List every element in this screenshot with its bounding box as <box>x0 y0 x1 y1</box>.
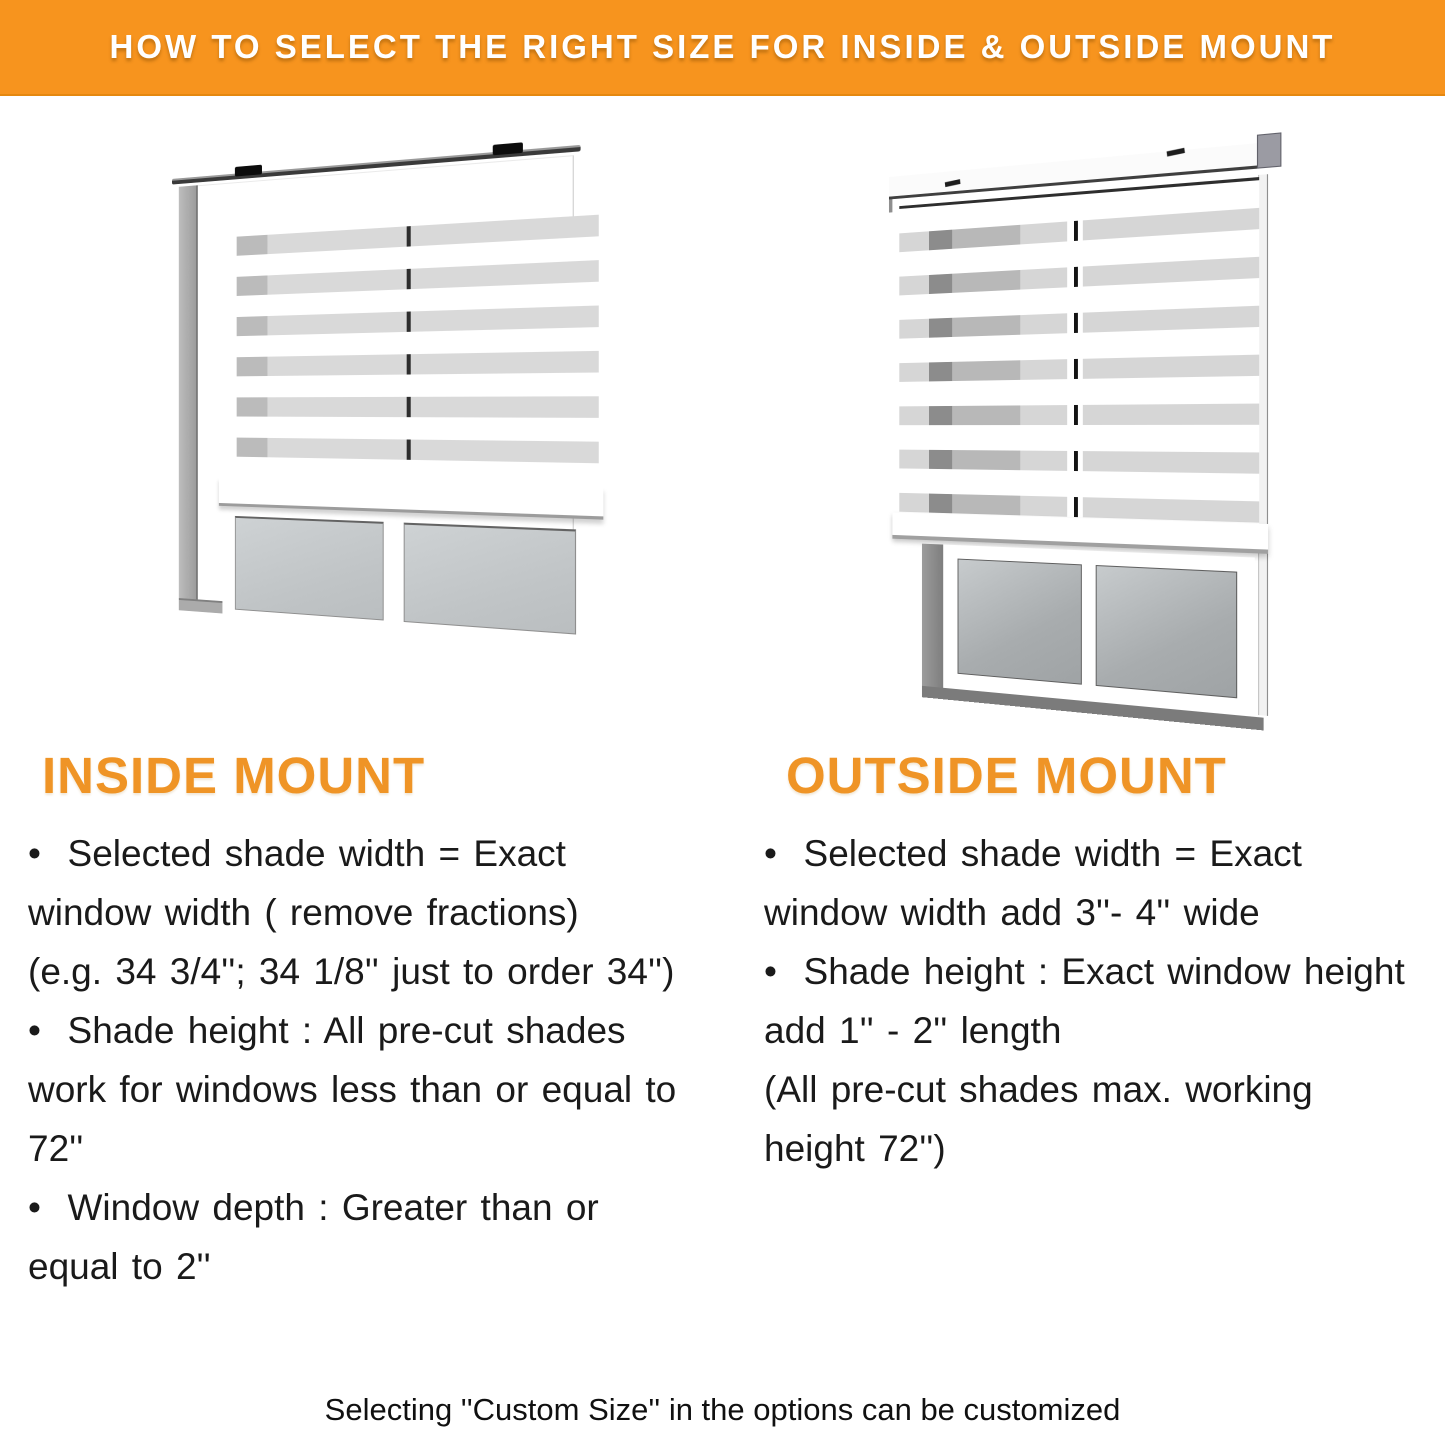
window-glass-right <box>404 523 576 635</box>
outside-mount-illustration <box>889 123 1286 732</box>
blind-cord-gap <box>407 226 411 482</box>
zebra-blind-stripes <box>899 177 1259 524</box>
outside-mount-spec-list <box>764 824 1405 1178</box>
window-glass-left <box>958 559 1082 685</box>
spec-line: height 72'') <box>764 1128 946 1169</box>
spec-line: • Selected shade width = Exact <box>28 833 566 874</box>
inside-mount-illustration <box>179 129 574 682</box>
spec-line: (All pre-cut shades max. working <box>764 1069 1313 1110</box>
inside-mount-spec-list <box>28 824 676 1296</box>
spec-line: • Selected shade width = Exact <box>764 833 1302 874</box>
spec-line: add 1'' - 2'' length <box>764 1010 1062 1051</box>
spec-line: • Window depth : Greater than or <box>28 1187 599 1228</box>
spec-line: • Shade height : Exact window height <box>764 951 1405 992</box>
spec-line: • Shade height : All pre-cut shades <box>28 1010 626 1051</box>
window-opening <box>198 155 574 626</box>
blind-left-edge <box>224 237 236 478</box>
outside-mount-heading: OUTSIDE MOUNT <box>786 747 1227 804</box>
plate-end-bracket <box>889 199 892 212</box>
spec-line: 72'' <box>28 1128 84 1169</box>
inside-mount-heading: INSIDE MOUNT <box>42 747 426 804</box>
spec-line: window width add 3''- 4'' wide <box>764 892 1260 933</box>
custom-size-note: Selecting ''Custom Size'' in the options can be customized <box>324 1392 1121 1427</box>
window-glass-left <box>235 516 384 621</box>
window-glass-right <box>1096 565 1238 698</box>
banner-title: HOW TO SELECT THE RIGHT SIZE FOR INSIDE & OUTSIDE MOUNT <box>109 28 1336 65</box>
window-frame-side <box>922 544 943 688</box>
lower-window <box>222 515 594 653</box>
window-frame-side <box>179 185 198 611</box>
spec-line: window width ( remove fractions) <box>28 892 579 933</box>
spec-line: work for windows less than or equal to <box>28 1069 677 1110</box>
blind-cord-gap <box>1074 195 1078 518</box>
window-frame-behind-blind <box>929 205 952 515</box>
blind-side-channel <box>1258 174 1268 716</box>
title-banner <box>0 0 1445 96</box>
mount-end-cap <box>1257 132 1281 168</box>
zebra-blind-stripes <box>224 215 599 487</box>
sheer-band-shading <box>952 199 1020 516</box>
sheer-band-shading <box>237 235 268 479</box>
spec-line: (e.g. 34 3/4''; 34 1/8'' just to order 34'') <box>28 951 675 992</box>
spec-line: equal to 2'' <box>28 1246 211 1287</box>
